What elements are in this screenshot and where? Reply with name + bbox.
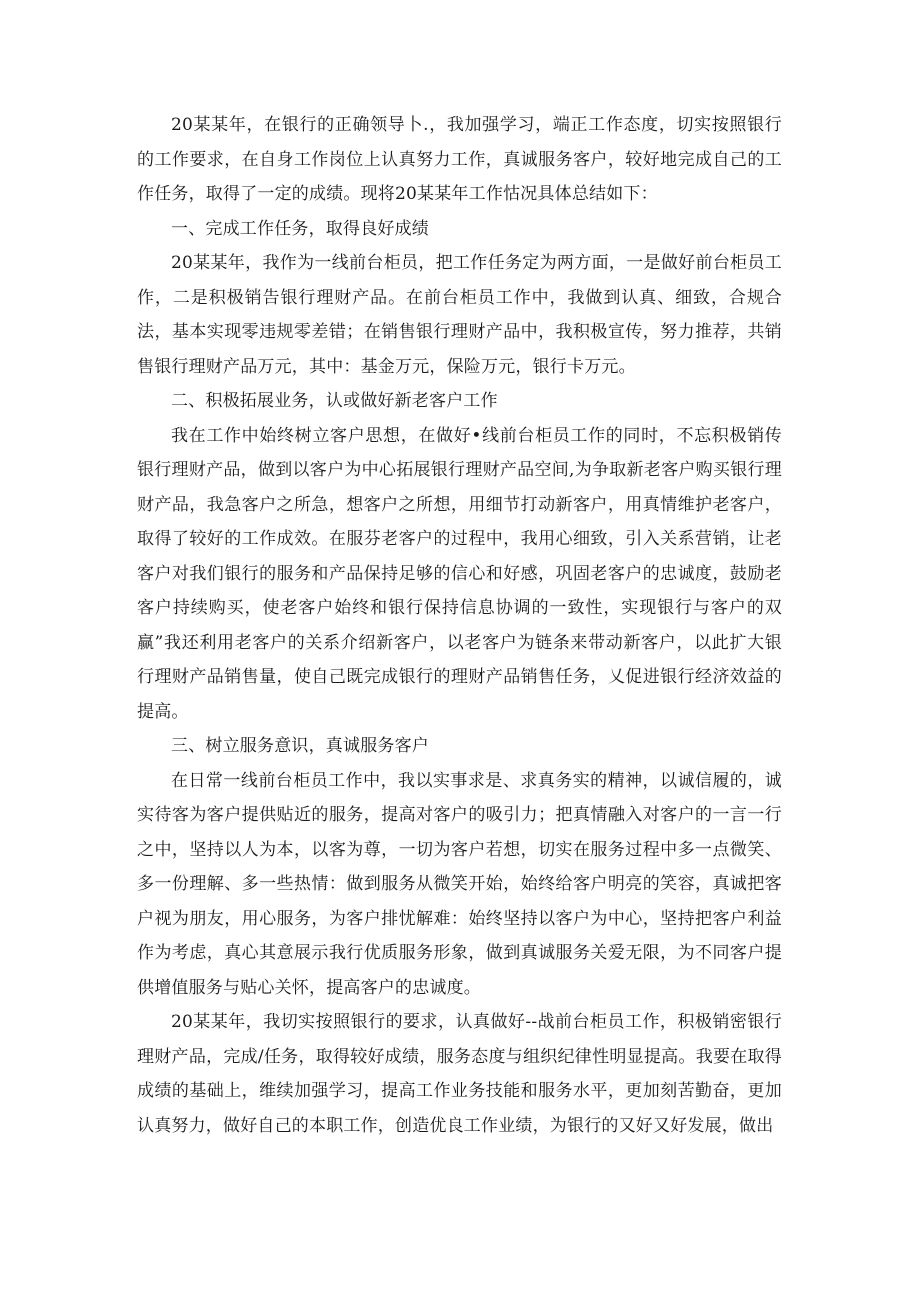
document-page (137, 108, 782, 1143)
section-heading-2: 二、积极拓展业务，认或做好新老客户工作 (171, 391, 498, 411)
intro-paragraph: 20某某年，在银行的正确领导卜.，我加强学习，端正工作态度，切实按照银行的工作要求，在自身工作岗位上认真努力工作，真诚服务客户，较好地完成自己的工作任务，取得了一定的成绩。现将20某某年工作怙况具体总结如下： (137, 115, 782, 204)
section-heading-3: 三、树立服务意识，真诚服务客户 (171, 736, 429, 756)
section-2-paragraph: 我在工作中始终树立客户思想，在做好•线前台柜员工作的同时，不忘积极销传银行理财产品，做到以客户为中心拓展银行理财产品空间,为争取新老客户购买银行理财产品，我急客户之所急，想客户之所想，用细节打动新客户，用真情维护老客户，取得了较好的工作成效。在服芬老客户的过程中，我用心细致，引入关系营销，让老客户对我们银行的服务和产品保持足够的信心和好感，巩固老客户的忠诚度，鼓励老客户持续购买，使老客户始终和银行保持信息协调的一致性，实现银行与客户的双赢”我还利用老客户的关系介绍新客户，以老客户为链条来带动新客户，以此扩大银行理财产品销售量，使自己既完成银行的理财产品销售任务，乂促进银行经济效益的提高。 (137, 425, 782, 722)
conclusion-paragraph: 20某某年，我切实按照银行的要求，认真做好--战前台柜员工作，积极销密银行理财产品，完成/任务，取得较好成绩，服务态度与组织纪律性明显提高。我要在取得成绩的基础上，维续加强学习，提高工作业务技能和服务水平，更加刻苦勤奋，更加认真努力，做好自己的本职工作，创造优良工作业绩，为银行的又好又好发展，做出 (137, 1012, 782, 1136)
section-3-paragraph: 在日常一线前台柜员工作中，我以实事求是、求真务实的精神，以诚信履的，诚实待客为客户提供贴近的服务，提高对客户的吸引力；把真情融入对客户的一言一行之中，坚持以人为本，以客为尊，一切为客户若想，切实在服务过程中多一点微笑、多一份理解、多一些热情：做到服务从微笑开始，始终给客户明亮的笑容，真诚把客户视为朋友，用心服务，为客户排忧解难：始终坚持以客户为中心，坚持把客户利益作为考虑，真心其意展示我行优质服务形象，做到真诚服务关爱无限，为不同客户提供增值服务与贴心关怀，提高客户的忠诚度。 (137, 770, 782, 998)
section-1-paragraph: 20某某年，我作为一线前台柜员，把工作任务定为两方面，一是做好前台柜员工作，二是积极销告银行理财产品。在前台柜员工作中，我做到认真、细致，合规合法，基本实现零违规零差错；在销售银行理财产品中，我积极宣传，努力推荐，共销售银行理财产品万元，其中：基金万元，保险万元，银行卡万元。 (137, 253, 782, 377)
section-heading-1: 一、完成工作任务，取得良好成绩 (171, 218, 429, 239)
